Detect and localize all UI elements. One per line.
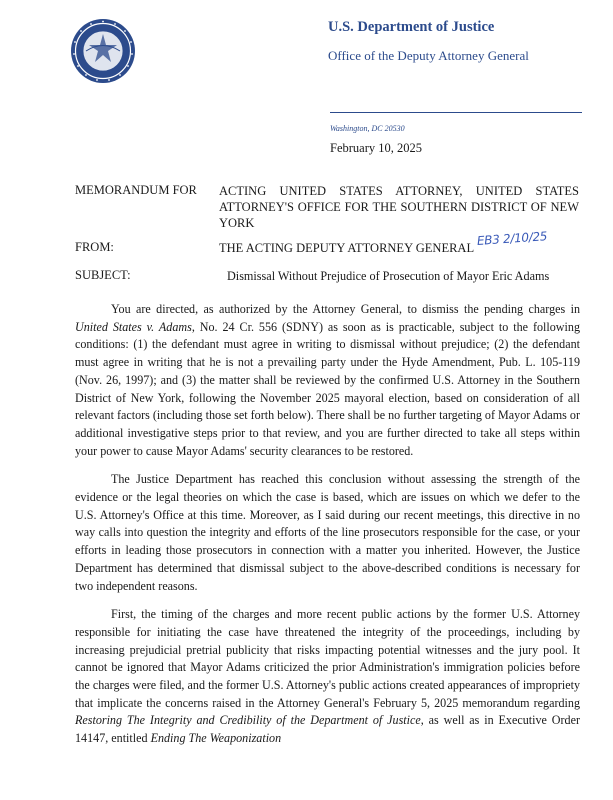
from-sender: THE ACTING DEPUTY ATTORNEY GENERAL [219, 241, 475, 255]
p3-text-b: , as well as in Executive Order 14147, entitled [75, 713, 580, 746]
location-line: Washington, DC 20530 [330, 124, 405, 133]
letterhead-rule [330, 112, 582, 113]
to-recipient: ACTING UNITED STATES ATTORNEY, UNITED STATES ATTORNEY'S OFFICE FOR THE SOUTHERN DISTRICT OF NEW YORK [219, 184, 579, 230]
doj-seal-icon [70, 18, 136, 84]
department-name: U.S. Department of Justice [328, 19, 495, 35]
office-name: Office of the Deputy Attorney General [328, 48, 529, 63]
handwritten-initials: EB3 2/10/25 [476, 229, 548, 248]
body-paragraph-2: The Justice Department has reached this conclusion without assessing the strength of the evidence or the legal theories on which the case is based, which are issues on which we defer to the U.S. Attorney's Office at this time. Moreover, as I said during our recent meetings, this directive in no way calls into question the integrity and efforts of the line prosecutors responsible for the case, or your efforts in leading those prosecutors in connection with a matter you inherited. However, the Justice Department has determined that dismissal subject to the above-described conditions is necessary for two independent reasons. [75, 472, 580, 593]
p1-text-a: You are directed, as authorized by the Attorney General, to dismiss the pending charges in [111, 302, 580, 316]
p1-text-b: , No. 24 Cr. 556 (SDNY) as soon as is practicable, subject to the following conditions: (1) the defendant must agree in writing to dismissal without prejudice; (2) the defendant must agree in writing that he is not a prevailing party under the Hyde Amendment, Pub. L. 105-119 (Nov. 26, 1997); and (3) the matter shall be reviewed by the confirmed U.S. Attorney in the Southern District of New York, following the November 2025 mayoral election, based on consideration of all relevant factors (including those set forth below). There shall be no further targeting of Mayor Adams or additional investigative steps prior to that review, and you are further directed to take all steps within your power to cause Mayor Adams' security clearances to be restored. [75, 319, 580, 458]
subject-label: SUBJECT: [75, 268, 131, 282]
body-paragraph-1 [75, 301, 580, 460]
subject-text: Dismissal Without Prejudice of Prosecution of Mayor Eric Adams [227, 269, 550, 283]
from-label: FROM: [75, 240, 114, 254]
memo-title-ref: Restoring The Integrity and Credibility of the Department of Justice [75, 713, 421, 728]
to-label: MEMORANDUM FOR [75, 183, 197, 197]
body-paragraph-3 [75, 606, 580, 748]
memo-date: February 10, 2025 [330, 141, 422, 155]
memo-body [75, 301, 580, 759]
p3-text-a: First, the timing of the charges and more recent public actions by the former U.S. Attorney responsible for initiating the case have threatened the integrity of the proceedings, including by increasing prejudicial pretrial publicity that risks impacting potential witnesses and the jury pool. It cannot be ignored that Mayor Adams criticized the prior Administration's immigration policies before the charges were filed, and the former U.S. Attorney's public actions created appearances of impropriety that implicate the concerns raised in the Attorney General's February 5, 2025 memorandum regarding [75, 607, 580, 710]
case-name: United States v. Adams [75, 319, 192, 334]
order-title-ref: Ending The Weaponization [150, 731, 282, 746]
